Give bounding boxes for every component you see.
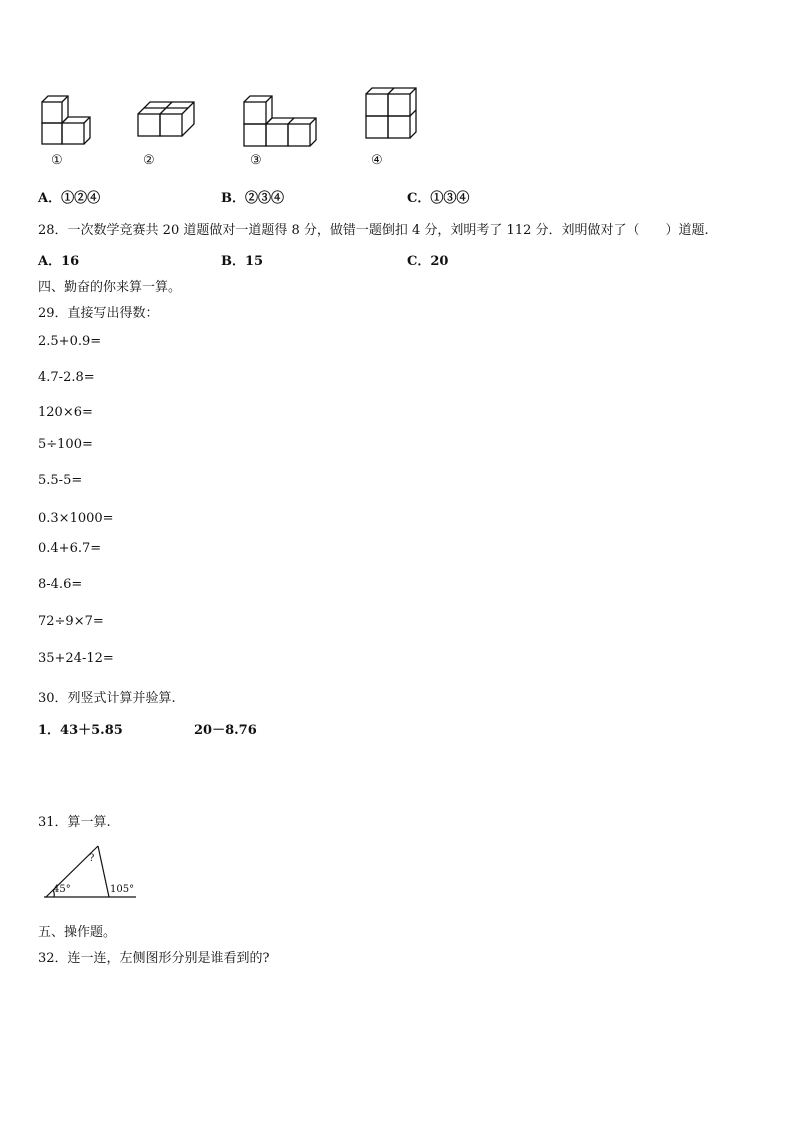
cube-figure-4	[364, 86, 420, 144]
q31-title: 31．算一算.	[38, 815, 111, 830]
q29-title: 29．直接写出得数：	[38, 306, 159, 321]
q28-option-c[interactable]: C．20	[407, 254, 449, 269]
figure-label-2: ②	[143, 153, 155, 168]
q29-item: 0.4+6.7=	[38, 541, 102, 556]
q27-option-c[interactable]: C．①③④	[407, 191, 470, 206]
q28-option-b[interactable]: B．15	[221, 254, 264, 269]
angle-105-label: 105°	[110, 884, 135, 895]
section-4-heading: 四、勤奋的你来算一算。	[38, 280, 182, 295]
figure-label-3: ③	[250, 153, 262, 168]
q29-item: 2.5+0.9=	[38, 334, 102, 349]
q27-option-b[interactable]: B．②③④	[221, 191, 284, 206]
triangle-figure	[40, 840, 140, 902]
q29-item: 72÷9×7=	[38, 614, 104, 629]
figure-label-4: ④	[371, 153, 383, 168]
cube-figure-1	[40, 94, 96, 148]
q27-option-a[interactable]: A．①②④	[38, 191, 101, 206]
section-5-heading: 五、操作题。	[38, 925, 117, 940]
q30-title: 30．列竖式计算并验算.	[38, 691, 176, 706]
q32-title: 32．连一连，左侧图形分别是谁看到的?	[38, 951, 270, 966]
q29-item: 5÷100=	[38, 437, 93, 452]
q29-item: 120×6=	[38, 405, 93, 420]
q29-item: 5.5-5=	[38, 473, 83, 488]
q29-item: 4.7-2.8=	[38, 370, 95, 385]
cube-figure-3	[242, 94, 320, 150]
q30-expression-1: 1．43＋5.85	[38, 723, 123, 738]
q29-item: 0.3×1000=	[38, 511, 114, 526]
angle-45-label: 45°	[53, 884, 71, 895]
q28-question: 28．一次数学竞赛共 20 道题做对一道题得 8 分，做错一题倒扣 4 分，刘明考了 112 分．刘明做对了（ ）道题.	[38, 223, 709, 238]
q28-option-a[interactable]: A．16	[38, 254, 80, 269]
q29-item: 8-4.6=	[38, 577, 83, 592]
figure-label-1: ①	[51, 153, 63, 168]
q29-item: 35+24-12=	[38, 651, 114, 666]
angle-unknown-label: ?	[89, 853, 95, 864]
cube-figure-2	[136, 98, 196, 140]
q30-expression-2: 20－8.76	[194, 723, 257, 738]
